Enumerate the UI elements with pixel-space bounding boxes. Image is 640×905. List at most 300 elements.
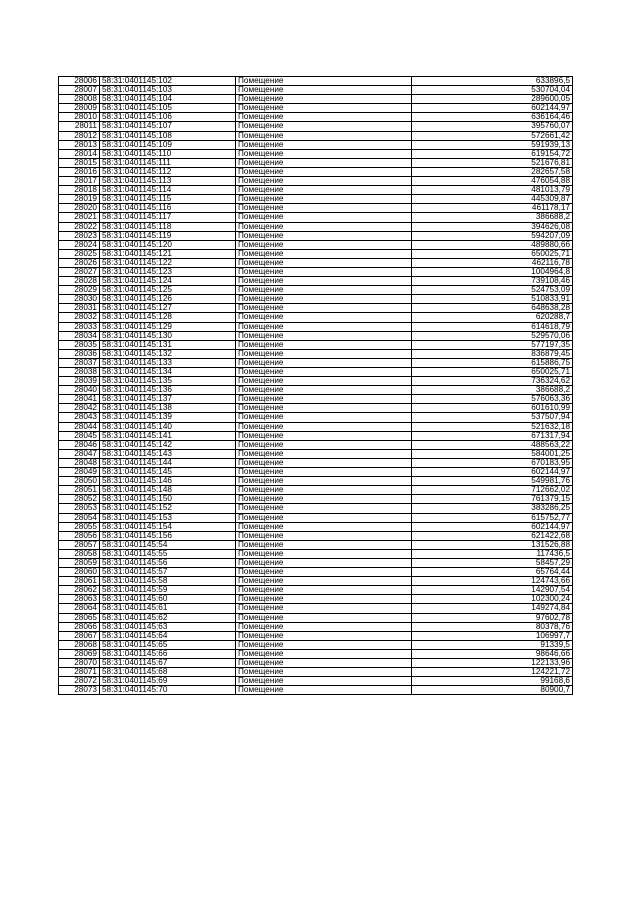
table-row: [59, 686, 573, 695]
table-row: [59, 113, 573, 122]
cadastral-value-cell: 736324,62: [412, 377, 573, 386]
row-number-cell: 28020: [59, 204, 100, 213]
cadastral-value-cell: 445309,87: [412, 195, 573, 204]
row-number-cell: 28050: [59, 477, 100, 486]
row-number-cell: 28052: [59, 495, 100, 504]
cadastral-number-cell: 58:31:0401145:111: [100, 158, 236, 167]
cadastral-value-cell: 80378,76: [412, 622, 573, 631]
object-type-cell: Помещение: [236, 331, 412, 340]
row-number-cell: 28039: [59, 377, 100, 386]
cadastral-number-cell: 58:31:0401145:116: [100, 204, 236, 213]
cadastral-value-cell: 282657,58: [412, 167, 573, 176]
table-row: [59, 468, 573, 477]
row-number-cell: 28055: [59, 522, 100, 531]
table-row: [59, 258, 573, 267]
cadastral-number-cell: 58:31:0401145:58: [100, 577, 236, 586]
row-number-cell: 28041: [59, 395, 100, 404]
row-number-cell: 28029: [59, 286, 100, 295]
cadastral-number-cell: 58:31:0401145:146: [100, 477, 236, 486]
table-row: [59, 167, 573, 176]
cadastral-number-cell: 58:31:0401145:103: [100, 86, 236, 95]
table-row: [59, 240, 573, 249]
cadastral-value-cell: 510833,91: [412, 295, 573, 304]
object-type-cell: Помещение: [236, 195, 412, 204]
object-type-cell: Помещение: [236, 477, 412, 486]
cadastral-value-cell: 650025,71: [412, 368, 573, 377]
table-row: [59, 668, 573, 677]
table-row: [59, 604, 573, 613]
cadastral-value-cell: 529570,06: [412, 331, 573, 340]
cadastral-value-cell: 521632,18: [412, 422, 573, 431]
object-type-cell: Помещение: [236, 504, 412, 513]
cadastral-number-cell: 58:31:0401145:134: [100, 368, 236, 377]
cadastral-number-cell: 58:31:0401145:60: [100, 595, 236, 604]
cadastral-value-cell: 142907,54: [412, 586, 573, 595]
cadastral-number-cell: 58:31:0401145:54: [100, 540, 236, 549]
cadastral-value-cell: 648638,28: [412, 304, 573, 313]
cadastral-value-cell: 481013,79: [412, 186, 573, 195]
table-row: [59, 395, 573, 404]
cadastral-number-cell: 58:31:0401145:142: [100, 440, 236, 449]
cadastral-value-cell: 619154,72: [412, 149, 573, 158]
object-type-cell: Помещение: [236, 277, 412, 286]
cadastral-number-cell: 58:31:0401145:136: [100, 386, 236, 395]
row-number-cell: 28057: [59, 540, 100, 549]
row-number-cell: 28073: [59, 686, 100, 695]
table-row: [59, 586, 573, 595]
row-number-cell: 28056: [59, 531, 100, 540]
table-row: [59, 386, 573, 395]
cadastral-number-cell: 58:31:0401145:104: [100, 95, 236, 104]
cadastral-value-cell: 636164,46: [412, 113, 573, 122]
row-number-cell: 28030: [59, 295, 100, 304]
row-number-cell: 28006: [59, 77, 100, 86]
cadastral-value-cell: 584001,25: [412, 449, 573, 458]
object-type-cell: Помещение: [236, 677, 412, 686]
cadastral-value-cell: 394626,08: [412, 222, 573, 231]
object-type-cell: Помещение: [236, 531, 412, 540]
object-type-cell: Помещение: [236, 322, 412, 331]
table-row: [59, 140, 573, 149]
object-type-cell: Помещение: [236, 449, 412, 458]
object-type-cell: Помещение: [236, 186, 412, 195]
object-type-cell: Помещение: [236, 513, 412, 522]
row-number-cell: 28051: [59, 486, 100, 495]
table-row: [59, 222, 573, 231]
row-number-cell: 28035: [59, 340, 100, 349]
cadastral-number-cell: 58:31:0401145:125: [100, 286, 236, 295]
table-row: [59, 531, 573, 540]
row-number-cell: 28065: [59, 613, 100, 622]
cadastral-value-cell: 650025,71: [412, 249, 573, 258]
row-number-cell: 28072: [59, 677, 100, 686]
row-number-cell: 28013: [59, 140, 100, 149]
object-type-cell: Помещение: [236, 659, 412, 668]
row-number-cell: 28033: [59, 322, 100, 331]
table-row: [59, 331, 573, 340]
table-row: [59, 286, 573, 295]
object-type-cell: Помещение: [236, 304, 412, 313]
row-number-cell: 28043: [59, 413, 100, 422]
cadastral-number-cell: 58:31:0401145:126: [100, 295, 236, 304]
cadastral-number-cell: 58:31:0401145:65: [100, 640, 236, 649]
table-row: [59, 177, 573, 186]
cadastral-number-cell: 58:31:0401145:139: [100, 413, 236, 422]
object-type-cell: Помещение: [236, 131, 412, 140]
cadastral-value-cell: 549981,76: [412, 477, 573, 486]
cadastral-number-cell: 58:31:0401145:131: [100, 340, 236, 349]
object-type-cell: Помещение: [236, 549, 412, 558]
table-row: [59, 558, 573, 567]
cadastral-value-cell: 91339,5: [412, 640, 573, 649]
table-row: [59, 158, 573, 167]
object-type-cell: Помещение: [236, 468, 412, 477]
row-number-cell: 28054: [59, 513, 100, 522]
row-number-cell: 28062: [59, 586, 100, 595]
object-type-cell: Помещение: [236, 404, 412, 413]
row-number-cell: 28007: [59, 86, 100, 95]
cadastral-value-cell: 386688,2: [412, 213, 573, 222]
row-number-cell: 28061: [59, 577, 100, 586]
object-type-cell: Помещение: [236, 113, 412, 122]
cadastral-number-cell: 58:31:0401145:57: [100, 568, 236, 577]
cadastral-number-cell: 58:31:0401145:69: [100, 677, 236, 686]
object-type-cell: Помещение: [236, 586, 412, 595]
cadastral-value-cell: 712662,02: [412, 486, 573, 495]
cadastral-value-cell: 576063,36: [412, 395, 573, 404]
table-row: [59, 477, 573, 486]
row-number-cell: 28012: [59, 131, 100, 140]
table-row: [59, 231, 573, 240]
table-row: [59, 659, 573, 668]
cadastral-value-cell: 99168,6: [412, 677, 573, 686]
cadastral-value-cell: 602144,97: [412, 468, 573, 477]
cadastral-value-cell: 761379,15: [412, 495, 573, 504]
table-row: [59, 568, 573, 577]
table-row: [59, 631, 573, 640]
cadastral-value-cell: 601610,99: [412, 404, 573, 413]
cadastral-number-cell: 58:31:0401145:113: [100, 177, 236, 186]
table-row: [59, 458, 573, 467]
table-row: [59, 358, 573, 367]
table-row: [59, 122, 573, 131]
row-number-cell: 28027: [59, 267, 100, 276]
table-row: [59, 649, 573, 658]
cadastral-number-cell: 58:31:0401145:129: [100, 322, 236, 331]
object-type-cell: Помещение: [236, 495, 412, 504]
object-type-cell: Помещение: [236, 258, 412, 267]
cadastral-value-cell: 122133,96: [412, 659, 573, 668]
row-number-cell: 28060: [59, 568, 100, 577]
cadastral-value-cell: 577197,35: [412, 340, 573, 349]
object-type-cell: Помещение: [236, 240, 412, 249]
cadastral-value-cell: 572661,42: [412, 131, 573, 140]
table-row: [59, 422, 573, 431]
cadastral-value-cell: 98646,66: [412, 649, 573, 658]
cadastral-number-cell: 58:31:0401145:123: [100, 267, 236, 276]
row-number-cell: 28036: [59, 349, 100, 358]
cadastral-value-cell: 614618,79: [412, 322, 573, 331]
cadastral-number-cell: 58:31:0401145:152: [100, 504, 236, 513]
cadastral-value-cell: 521676,81: [412, 158, 573, 167]
row-number-cell: 28046: [59, 440, 100, 449]
table-row: [59, 295, 573, 304]
cadastral-value-cell: 530704,04: [412, 86, 573, 95]
cadastral-number-cell: 58:31:0401145:106: [100, 113, 236, 122]
table-row: [59, 322, 573, 331]
object-type-cell: Помещение: [236, 213, 412, 222]
row-number-cell: 28010: [59, 113, 100, 122]
cadastral-value-cell: 476054,88: [412, 177, 573, 186]
row-number-cell: 28045: [59, 431, 100, 440]
row-number-cell: 28028: [59, 277, 100, 286]
object-type-cell: Помещение: [236, 622, 412, 631]
object-type-cell: Помещение: [236, 631, 412, 640]
row-number-cell: 28016: [59, 167, 100, 176]
cadastral-number-cell: 58:31:0401145:144: [100, 458, 236, 467]
row-number-cell: 28067: [59, 631, 100, 640]
table-row: [59, 613, 573, 622]
object-type-cell: Помещение: [236, 686, 412, 695]
object-type-cell: Помещение: [236, 568, 412, 577]
object-type-cell: Помещение: [236, 286, 412, 295]
cadastral-number-cell: 58:31:0401145:107: [100, 122, 236, 131]
table-row: [59, 622, 573, 631]
object-type-cell: Помещение: [236, 95, 412, 104]
cadastral-number-cell: 58:31:0401145:122: [100, 258, 236, 267]
cadastral-number-cell: 58:31:0401145:130: [100, 331, 236, 340]
table-row: [59, 277, 573, 286]
cadastral-number-cell: 58:31:0401145:55: [100, 549, 236, 558]
cadastral-value-cell: 102300,24: [412, 595, 573, 604]
cadastral-value-cell: 461178,17: [412, 204, 573, 213]
cadastral-number-cell: 58:31:0401145:63: [100, 622, 236, 631]
row-number-cell: 28069: [59, 649, 100, 658]
table-row: [59, 486, 573, 495]
row-number-cell: 28032: [59, 313, 100, 322]
cadastral-value-cell: 489880,66: [412, 240, 573, 249]
table-row: [59, 404, 573, 413]
cadastral-number-cell: 58:31:0401145:128: [100, 313, 236, 322]
object-type-cell: Помещение: [236, 340, 412, 349]
row-number-cell: 28070: [59, 659, 100, 668]
object-type-cell: Помещение: [236, 386, 412, 395]
object-type-cell: Помещение: [236, 177, 412, 186]
object-type-cell: Помещение: [236, 604, 412, 613]
cadastral-value-cell: 131526,88: [412, 540, 573, 549]
row-number-cell: 28022: [59, 222, 100, 231]
cadastral-number-cell: 58:31:0401145:67: [100, 659, 236, 668]
cadastral-number-cell: 58:31:0401145:153: [100, 513, 236, 522]
cadastral-number-cell: 58:31:0401145:120: [100, 240, 236, 249]
object-type-cell: Помещение: [236, 649, 412, 658]
object-type-cell: Помещение: [236, 358, 412, 367]
spreadsheet-page: [58, 76, 573, 695]
table-row: [59, 595, 573, 604]
object-type-cell: Помещение: [236, 368, 412, 377]
cadastral-number-cell: 58:31:0401145:148: [100, 486, 236, 495]
cadastral-value-cell: 97602,78: [412, 613, 573, 622]
cadastral-value-cell: 594207,09: [412, 231, 573, 240]
row-number-cell: 28025: [59, 249, 100, 258]
row-number-cell: 28018: [59, 186, 100, 195]
table-row: [59, 677, 573, 686]
row-number-cell: 28024: [59, 240, 100, 249]
row-number-cell: 28048: [59, 458, 100, 467]
cadastral-value-cell: 739108,46: [412, 277, 573, 286]
property-table: [58, 76, 573, 695]
row-number-cell: 28059: [59, 558, 100, 567]
cadastral-value-cell: 670183,95: [412, 458, 573, 467]
cadastral-number-cell: 58:31:0401145:112: [100, 167, 236, 176]
table-row: [59, 513, 573, 522]
row-number-cell: 28053: [59, 504, 100, 513]
object-type-cell: Помещение: [236, 595, 412, 604]
object-type-cell: Помещение: [236, 413, 412, 422]
cadastral-number-cell: 58:31:0401145:105: [100, 104, 236, 113]
object-type-cell: Помещение: [236, 231, 412, 240]
table-row: [59, 368, 573, 377]
row-number-cell: 28023: [59, 231, 100, 240]
cadastral-number-cell: 58:31:0401145:117: [100, 213, 236, 222]
cadastral-number-cell: 58:31:0401145:62: [100, 613, 236, 622]
table-row: [59, 640, 573, 649]
object-type-cell: Помещение: [236, 377, 412, 386]
cadastral-number-cell: 58:31:0401145:121: [100, 249, 236, 258]
cadastral-value-cell: 149274,84: [412, 604, 573, 613]
object-type-cell: Помещение: [236, 431, 412, 440]
object-type-cell: Помещение: [236, 540, 412, 549]
object-type-cell: Помещение: [236, 158, 412, 167]
object-type-cell: Помещение: [236, 395, 412, 404]
cadastral-value-cell: 58457,29: [412, 558, 573, 567]
cadastral-number-cell: 58:31:0401145:127: [100, 304, 236, 313]
cadastral-number-cell: 58:31:0401145:124: [100, 277, 236, 286]
table-body: [59, 77, 573, 695]
cadastral-number-cell: 58:31:0401145:108: [100, 131, 236, 140]
table-row: [59, 249, 573, 258]
row-number-cell: 28034: [59, 331, 100, 340]
cadastral-value-cell: 80900,7: [412, 686, 573, 695]
table-row: [59, 313, 573, 322]
cadastral-value-cell: 395760,07: [412, 122, 573, 131]
object-type-cell: Помещение: [236, 613, 412, 622]
object-type-cell: Помещение: [236, 422, 412, 431]
cadastral-number-cell: 58:31:0401145:114: [100, 186, 236, 195]
row-number-cell: 28019: [59, 195, 100, 204]
row-number-cell: 28009: [59, 104, 100, 113]
table-row: [59, 549, 573, 558]
row-number-cell: 28049: [59, 468, 100, 477]
object-type-cell: Помещение: [236, 122, 412, 131]
table-row: [59, 195, 573, 204]
cadastral-value-cell: 621422,68: [412, 531, 573, 540]
table-row: [59, 413, 573, 422]
table-row: [59, 304, 573, 313]
table-row: [59, 431, 573, 440]
table-row: [59, 213, 573, 222]
row-number-cell: 28011: [59, 122, 100, 131]
row-number-cell: 28068: [59, 640, 100, 649]
cadastral-value-cell: 537507,94: [412, 413, 573, 422]
cadastral-value-cell: 383286,25: [412, 504, 573, 513]
table-row: [59, 449, 573, 458]
object-type-cell: Помещение: [236, 104, 412, 113]
cadastral-number-cell: 58:31:0401145:133: [100, 358, 236, 367]
table-row: [59, 440, 573, 449]
cadastral-number-cell: 58:31:0401145:64: [100, 631, 236, 640]
row-number-cell: 28066: [59, 622, 100, 631]
cadastral-value-cell: 386688,2: [412, 386, 573, 395]
row-number-cell: 28017: [59, 177, 100, 186]
cadastral-value-cell: 524753,09: [412, 286, 573, 295]
cadastral-number-cell: 58:31:0401145:56: [100, 558, 236, 567]
table-row: [59, 495, 573, 504]
cadastral-value-cell: 117436,5: [412, 549, 573, 558]
table-row: [59, 504, 573, 513]
cadastral-number-cell: 58:31:0401145:135: [100, 377, 236, 386]
cadastral-number-cell: 58:31:0401145:154: [100, 522, 236, 531]
cadastral-value-cell: 462116,78: [412, 258, 573, 267]
cadastral-number-cell: 58:31:0401145:140: [100, 422, 236, 431]
cadastral-number-cell: 58:31:0401145:61: [100, 604, 236, 613]
object-type-cell: Помещение: [236, 140, 412, 149]
cadastral-value-cell: 1004964,8: [412, 267, 573, 276]
cadastral-value-cell: 488563,22: [412, 440, 573, 449]
cadastral-number-cell: 58:31:0401145:70: [100, 686, 236, 695]
object-type-cell: Помещение: [236, 486, 412, 495]
object-type-cell: Помещение: [236, 522, 412, 531]
table-row: [59, 77, 573, 86]
row-number-cell: 28058: [59, 549, 100, 558]
cadastral-number-cell: 58:31:0401145:110: [100, 149, 236, 158]
row-number-cell: 28015: [59, 158, 100, 167]
table-row: [59, 540, 573, 549]
cadastral-number-cell: 58:31:0401145:119: [100, 231, 236, 240]
object-type-cell: Помещение: [236, 577, 412, 586]
cadastral-number-cell: 58:31:0401145:68: [100, 668, 236, 677]
cadastral-number-cell: 58:31:0401145:102: [100, 77, 236, 86]
cadastral-number-cell: 58:31:0401145:59: [100, 586, 236, 595]
object-type-cell: Помещение: [236, 668, 412, 677]
row-number-cell: 28040: [59, 386, 100, 395]
object-type-cell: Помещение: [236, 640, 412, 649]
cadastral-value-cell: 615886,75: [412, 358, 573, 367]
cadastral-value-cell: 620288,7: [412, 313, 573, 322]
cadastral-number-cell: 58:31:0401145:143: [100, 449, 236, 458]
cadastral-number-cell: 58:31:0401145:156: [100, 531, 236, 540]
row-number-cell: 28026: [59, 258, 100, 267]
row-number-cell: 28037: [59, 358, 100, 367]
object-type-cell: Помещение: [236, 313, 412, 322]
cadastral-value-cell: 615752,77: [412, 513, 573, 522]
table-row: [59, 267, 573, 276]
cadastral-value-cell: 836879,45: [412, 349, 573, 358]
cadastral-value-cell: 106997,7: [412, 631, 573, 640]
cadastral-value-cell: 124221,72: [412, 668, 573, 677]
row-number-cell: 28042: [59, 404, 100, 413]
row-number-cell: 28008: [59, 95, 100, 104]
table-row: [59, 86, 573, 95]
cadastral-value-cell: 633896,5: [412, 77, 573, 86]
object-type-cell: Помещение: [236, 249, 412, 258]
cadastral-value-cell: 671317,94: [412, 431, 573, 440]
object-type-cell: Помещение: [236, 222, 412, 231]
table-row: [59, 204, 573, 213]
object-type-cell: Помещение: [236, 295, 412, 304]
cadastral-number-cell: 58:31:0401145:145: [100, 468, 236, 477]
table-row: [59, 377, 573, 386]
